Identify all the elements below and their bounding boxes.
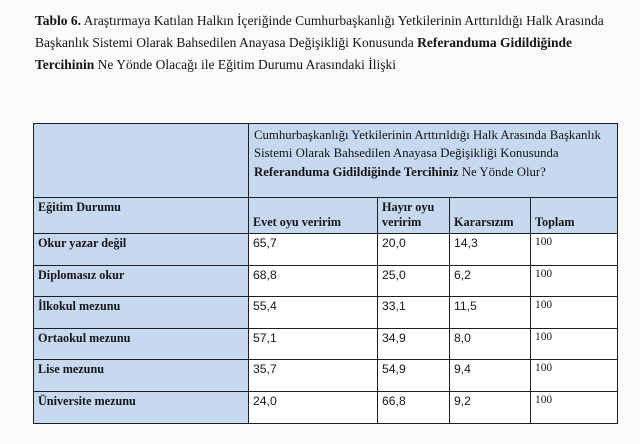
- question-bold-text: Referanduma Gidildiğinde Tercihiniz: [254, 164, 459, 179]
- caption-number: Tablo 6.: [35, 13, 82, 28]
- cell-kararsiz: 9,4: [450, 360, 531, 392]
- caption-bold-text: Referanduma Gidildiğinde Tercihinin: [35, 35, 572, 72]
- cell-hayir: 25,0: [378, 265, 450, 297]
- caption-text-1: Araştırmaya Katılan Halkın İçeriğinde Cumhurbaşkanlığı Yetkilerinin Arttırıldığı Halk Arasında Başkanlık Sistemi Olarak Bahsedilen Anayasa Değişikliği Konusunda: [35, 13, 604, 50]
- cell-hayir: 20,0: [378, 234, 450, 266]
- row-label: Üniversite mezunu: [34, 391, 249, 423]
- column-header-hayir: Hayır oyu veririm: [378, 198, 450, 234]
- cell-evet: 57,1: [249, 328, 378, 360]
- row-label: İlkokul mezunu: [34, 297, 249, 329]
- row-label: Okur yazar değil: [34, 234, 249, 266]
- row-ortaokul-mezunu: [34, 328, 618, 360]
- column-header-toplam: Toplam: [531, 198, 618, 234]
- cell-hayir: 34,9: [378, 328, 450, 360]
- column-header-evet: Evet oyu veririm: [249, 198, 378, 234]
- row-label: Diplomasız okur: [34, 265, 249, 297]
- row-ilkokul-mezunu: [34, 297, 618, 329]
- empty-header-cell: [34, 124, 249, 198]
- cell-toplam: 100: [531, 328, 618, 360]
- question-text-2: Ne Yönde Olur?: [458, 164, 546, 179]
- column-header-egitim-durumu: Eğitim Durumu: [34, 198, 249, 234]
- row-label: Ortaokul mezunu: [34, 328, 249, 360]
- row-lise-mezunu: [34, 360, 618, 392]
- cell-toplam: 100: [531, 265, 618, 297]
- row-diplomasiz-okur: [34, 265, 618, 297]
- question-header-cell: [249, 124, 618, 198]
- row-label: Lise mezunu: [34, 360, 249, 392]
- cell-evet: 35,7: [249, 360, 378, 392]
- crosstab-table: [33, 123, 618, 424]
- cell-toplam: 100: [531, 234, 618, 266]
- row-universite-mezunu: [34, 391, 618, 423]
- cell-kararsiz: 8,0: [450, 328, 531, 360]
- cell-kararsiz: 14,3: [450, 234, 531, 266]
- cell-toplam: 100: [531, 297, 618, 329]
- cell-toplam: 100: [531, 360, 618, 392]
- cell-kararsiz: 11,5: [450, 297, 531, 329]
- column-header-row: [34, 198, 618, 234]
- caption-text-2: Ne Yönde Olacağı ile Eğitim Durumu Arasındaki İlişki: [94, 57, 396, 72]
- cell-evet: 65,7: [249, 234, 378, 266]
- table-caption: [35, 10, 627, 76]
- cell-hayir: 33,1: [378, 297, 450, 329]
- cell-toplam: 100: [531, 391, 618, 423]
- cell-hayir: 66,8: [378, 391, 450, 423]
- cell-kararsiz: 6,2: [450, 265, 531, 297]
- cell-hayir: 54,9: [378, 360, 450, 392]
- row-okur-yazar-degil: [34, 234, 618, 266]
- cell-evet: 68,8: [249, 265, 378, 297]
- column-header-kararsizim: Kararsızım: [450, 198, 531, 234]
- cell-evet: 55,4: [249, 297, 378, 329]
- cell-evet: 24,0: [249, 391, 378, 423]
- question-row: [34, 124, 618, 198]
- cell-kararsiz: 9,2: [450, 391, 531, 423]
- question-text-1: Cumhurbaşkanlığı Yetkilerinin Arttırıldığı Halk Arasında Başkanlık Sistemi Olarak Bahsedilen Anayasa Değişikliği Konusunda: [254, 128, 601, 161]
